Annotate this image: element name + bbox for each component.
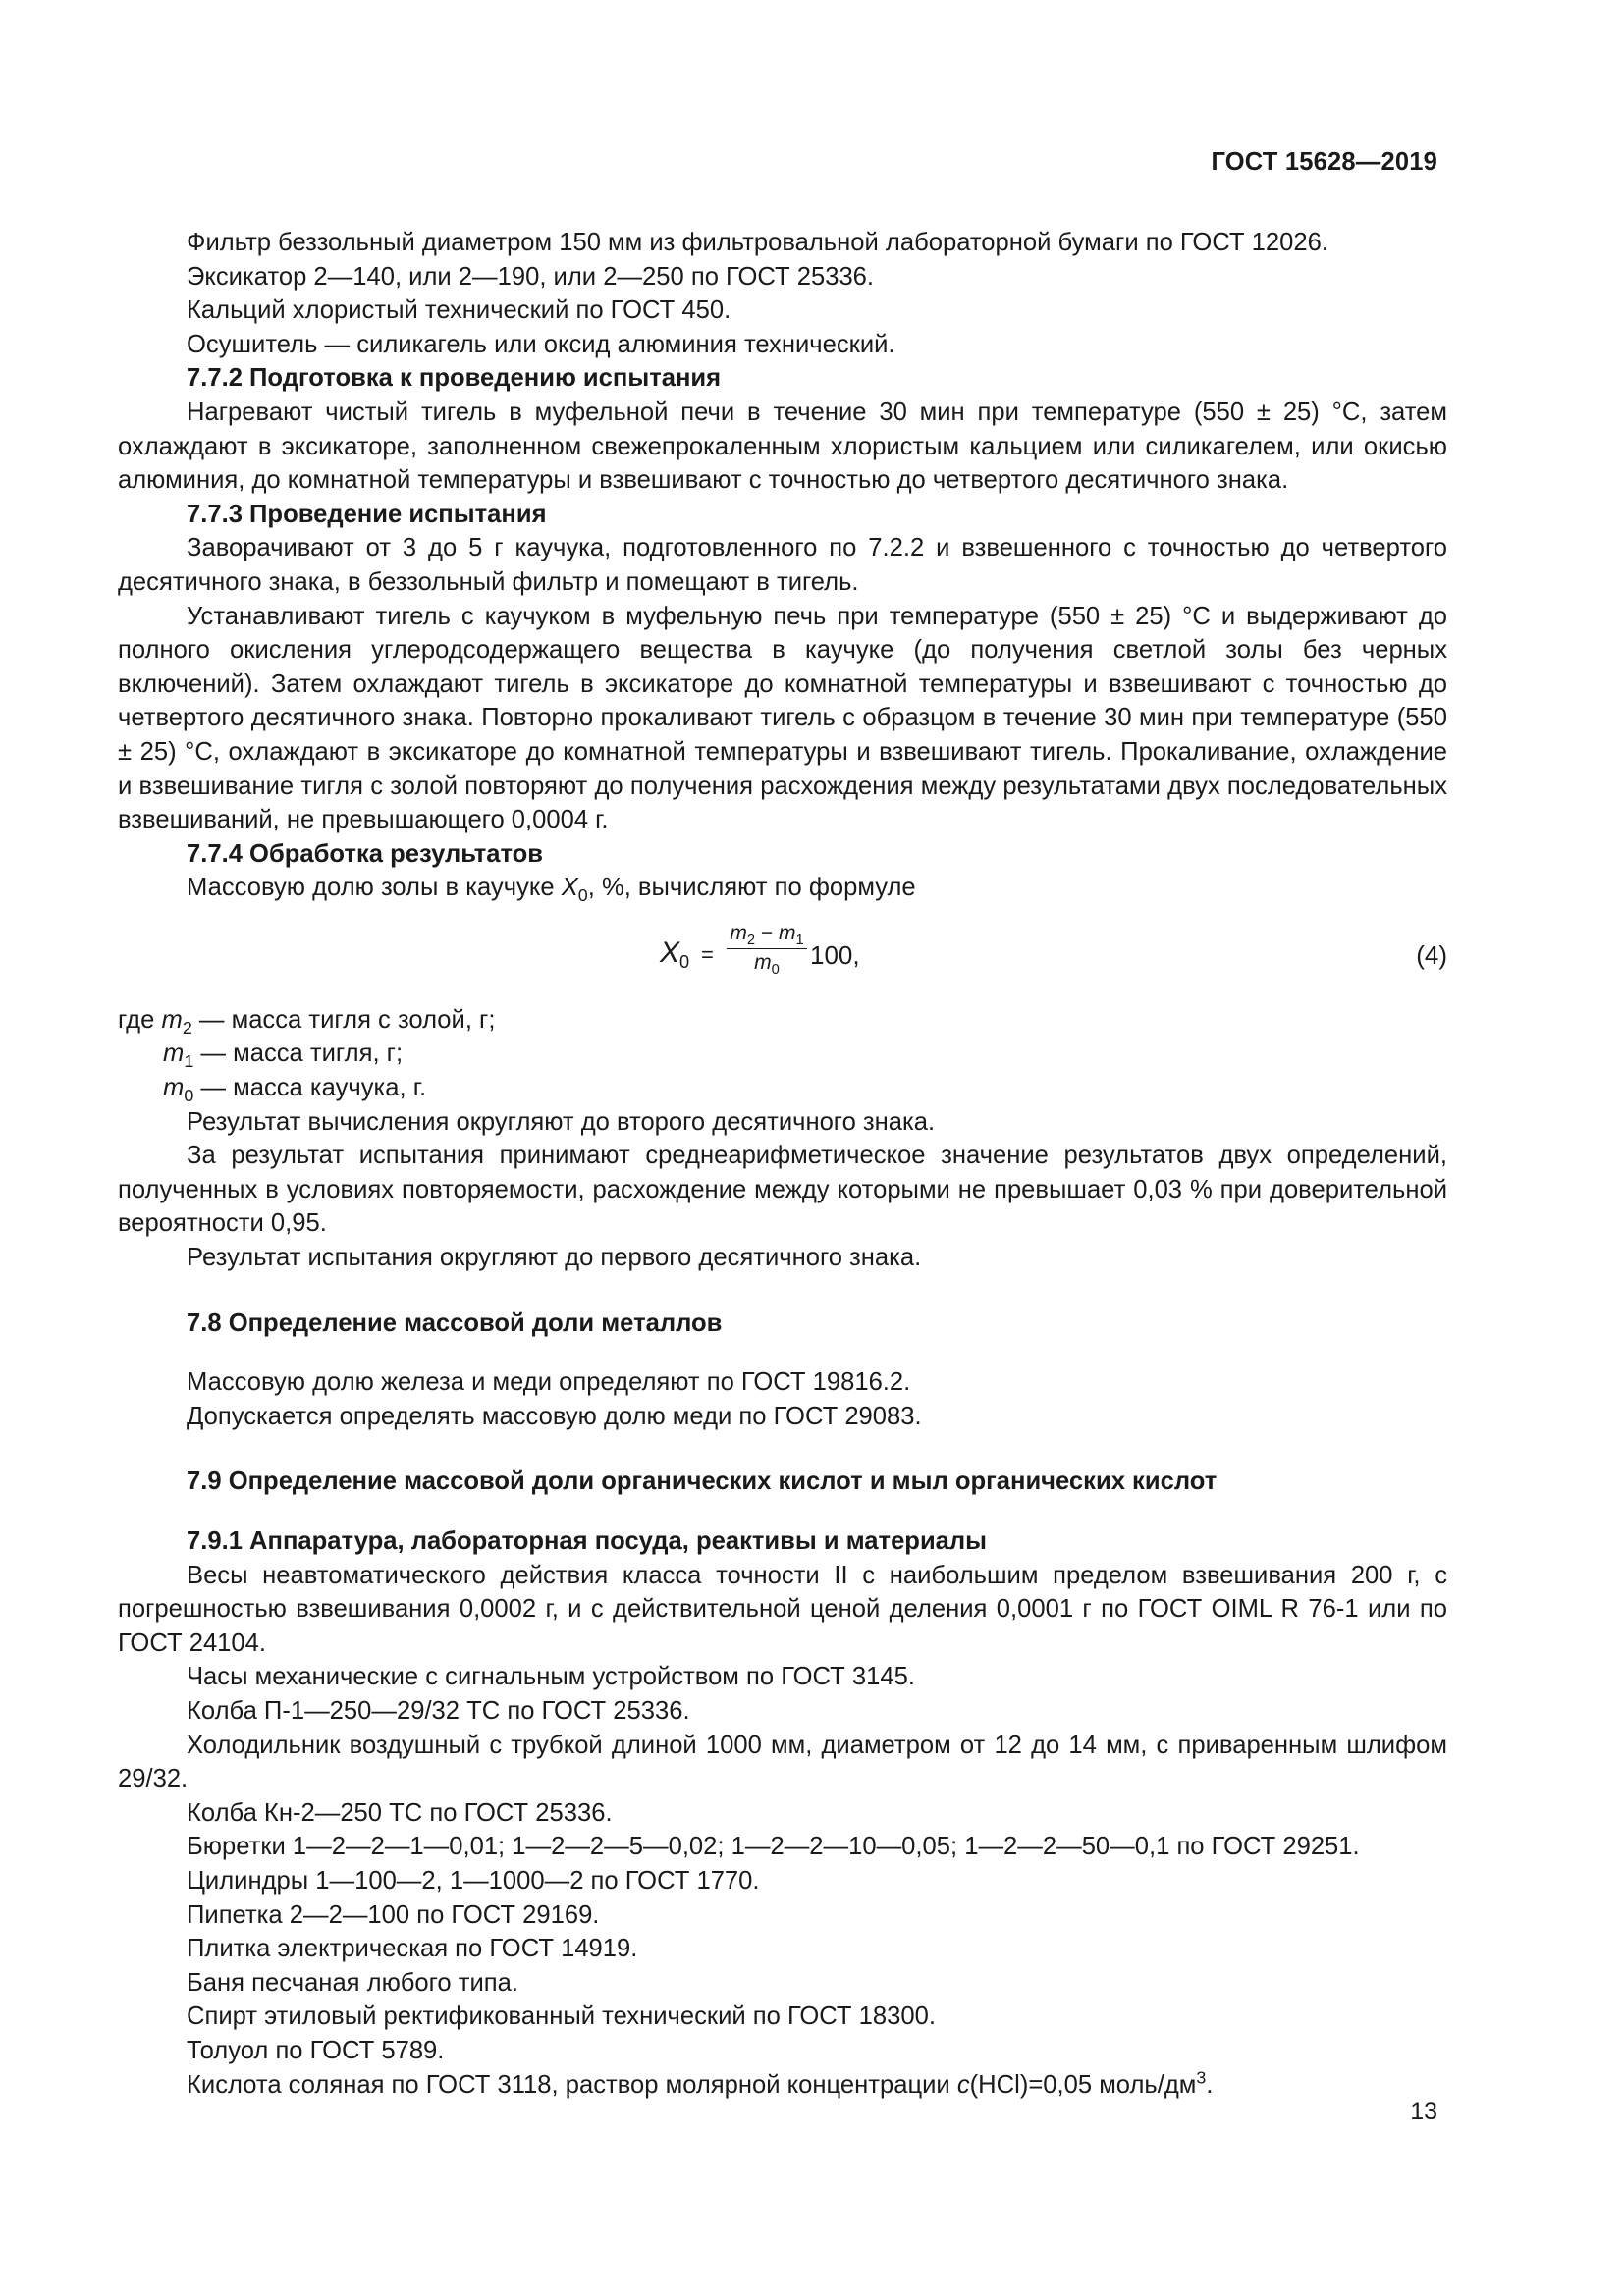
formula-factor: 100, (810, 939, 860, 970)
paragraph: Фильтр беззольный диаметром 150 мм из фильтровальной лабораторной бумаги по ГОСТ 12026. (187, 229, 1328, 256)
section-heading-7-7-4: 7.7.4 Обработка результатов (187, 839, 544, 868)
where-item: $m_0$ — масса каучука, г. (163, 1074, 427, 1106)
section-heading-7-9: 7.9 Определение массовой доли органических кислот и мыл органических кислот (187, 1468, 1218, 1496)
formula-lhs: $X_0$ (660, 935, 690, 973)
paragraph: Результат испытания округляют до первого десятичного знака. (187, 1244, 922, 1272)
paragraph: Заворачивают от 3 до 5 г каучука, подготовленного по 7.2.2 и взвешенного с точностью до четвертого десятичного знака, в беззольный фильтр и помещают в тигель. (118, 534, 1447, 596)
where-item: $m_1$ — масса тигля, г; (163, 1040, 404, 1072)
paragraph: Баня песчаная любого типа. (187, 1968, 519, 1997)
paragraph: Кальций хлористый технический по ГОСТ 450. (187, 296, 731, 325)
paragraph: Колба Кн-2—250 ТС по ГОСТ 25336. (187, 1798, 613, 1827)
paragraph: Бюретки 1—2—2—1—0,01; 1—2—2—5—0,02; 1—2—2—10—0,05; 1—2—2—50—0,1 по ГОСТ 29251. (187, 1833, 1360, 1861)
page-number: 13 (1410, 2098, 1437, 2125)
paragraph: Холодильник воздушный с трубкой длиной 1000 мм, диаметром от 12 до 14 мм, с приваренным шлифом 29/32. (118, 1731, 1447, 1793)
paragraph: Осушитель — силикагель или оксид алюминия технический. (187, 330, 895, 358)
document-body (118, 226, 1447, 2102)
paragraph: Толуол по ГОСТ 5789. (187, 2036, 445, 2064)
paragraph: Результат вычисления округляют до второго десятичного знака. (187, 1107, 936, 1136)
paragraph: Допускается определять массовую долю меди по ГОСТ 29083. (187, 1402, 922, 1430)
paragraph: За результат испытания принимают среднеарифметическое значение результатов двух определений, полученных в условиях повторяемости, расхождение между которыми не превышает 0,03 % при доверительной вероятности 0,95. (118, 1142, 1447, 1238)
formula-denominator: $m_0$ (754, 950, 780, 979)
section-heading-7-8: 7.8 Определение массовой доли металлов (187, 1308, 723, 1337)
formula-fraction (727, 921, 807, 977)
formula-number: (4) (1416, 939, 1447, 970)
paragraph: Эксикатор 2—140, или 2—190, или 2—250 по ГОСТ 25336. (187, 262, 875, 291)
paragraph: Устанавливают тигель с каучуком в муфельную печь при температуре (550 ± 25) °С и выдерживают до полного окисления углеродсодержащего вещества в каучуке (до получения светлой золы без черных включений). Затем охлаждают тигель в эксикаторе до комнатной температуры и взвешивают с точностью до четвертого десятичного знака. Повторно прокаливают тигель с образцом в течение 30 мин при температуре (550 ± 25) °С, охлаждают в эксикаторе до комнатной температуры и взвешивают тигель. Прокаливание, охлаждение и взвешивание тигля с золой повторяют до получения расхождения между результатами двух последовательных взвешиваний, не превышающего 0,0004 г. (118, 602, 1447, 834)
section-heading-7-7-2: 7.7.2 Подготовка к проведению испытания (187, 364, 722, 393)
paragraph: Пипетка 2—2—100 по ГОСТ 29169. (187, 1900, 600, 1929)
formula-4 (118, 921, 1447, 993)
paragraph: Кислота соляная по ГОСТ 3118, раствор молярной концентрации c(HCl)=0,05 моль/$дм^3$. (187, 2066, 1214, 2099)
paragraph: Нагревают чистый тигель в муфельной печи в течение 30 мин при температуре (550 ± 25) °С, затем охлаждают в эксикаторе, заполненном свежепрокаленным хлористым кальцием или силикагелем, или окисью алюминия, до комнатной температуры и взвешивают с точностью до четвертого десятичного знака. (118, 398, 1447, 495)
paragraph: Весы неавтоматического действия класса точности II с наибольшим пределом взвешивания 200 г, с погрешностью взвешивания 0,0002 г, и с действительной ценой деления 0,0001 г по ГОСТ OIML R 76-1 или по ГОСТ 24104. (118, 1561, 1447, 1657)
where-item: где $m_2$ — масса тигля с золой, г; (118, 1005, 496, 1038)
document-header: ГОСТ 15628—2019 (1211, 148, 1437, 176)
paragraph: Спирт этиловый ректификованный технический по ГОСТ 18300. (187, 2002, 936, 2031)
paragraph: Массовую долю золы в каучуке $X_0$, %, вычисляют по формуле (187, 874, 916, 906)
section-heading-7-7-3: 7.7.3 Проведение испытания (187, 500, 547, 528)
paragraph: Массовую долю железа и меди определяют по ГОСТ 19816.2. (187, 1368, 911, 1397)
formula-numerator: $m_2 - m_1$ (727, 921, 807, 949)
formula-equals: = (701, 941, 714, 967)
paragraph: Плитка электрическая по ГОСТ 14919. (187, 1935, 638, 1963)
paragraph: Цилиндры 1—100—2, 1—1000—2 по ГОСТ 1770. (187, 1866, 760, 1895)
section-heading-7-9-1: 7.9.1 Аппаратура, лабораторная посуда, реактивы и материалы (187, 1527, 988, 1555)
paragraph: Часы механические с сигнальным устройством по ГОСТ 3145. (187, 1663, 915, 1691)
paragraph: Колба П-1—250—29/32 ТС по ГОСТ 25336. (187, 1696, 690, 1725)
